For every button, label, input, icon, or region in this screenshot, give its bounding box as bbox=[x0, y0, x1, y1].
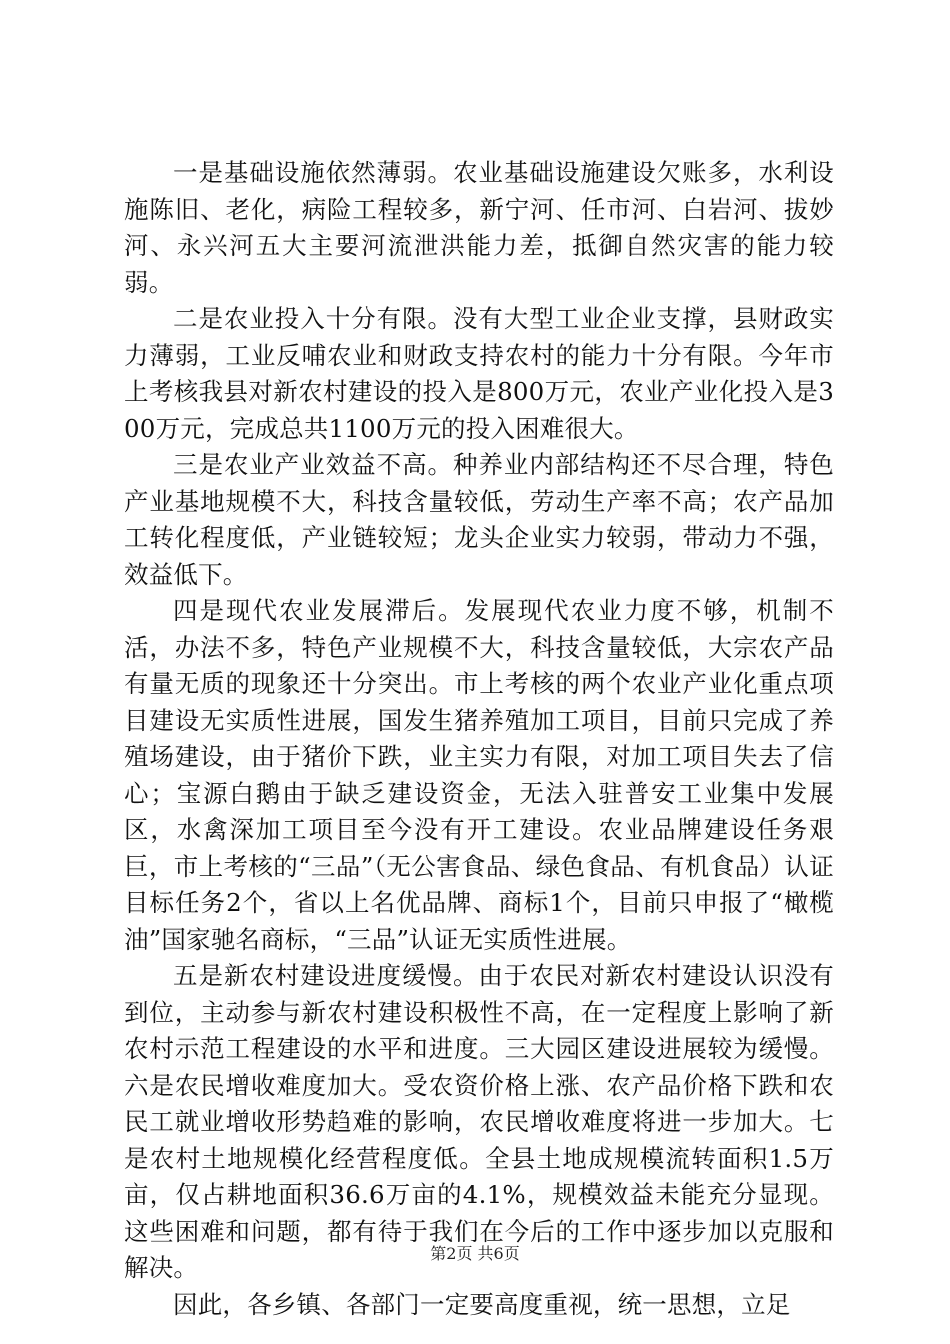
paragraph-modern-agriculture: 四是现代农业发展滞后。发展现代农业力度不够，机制不活，办法不多，特色产业规模不大，科技含量较低，大宗农产品有量无质的现象还十分突出。市上考核的两个农业产业化重点项目建设无实质性进展，国发生猪养殖加工项目，目前只完成了养殖场建设，由于猪价下跌，业主实力有限，对加工项目失去了信心；宝源白鹅由于缺乏建设资金，无法入驻普安工业集中发展区，水禽深加工项目至今没有开工建设。农业品牌建设任务艰巨，市上考核的“三品”（无公害食品、绿色食品、有机食品）认证目标任务2个，省以上名优品牌、商标1个，目前只申报了“橄榄油”国家驰名商标，“三品”认证无实质性进展。 bbox=[124, 596, 834, 954]
paragraph-new-countryside: 五是新农村建设进度缓慢。由于农民对新农村建设认识没有到位，主动参与新农村建设积极性不高，在一定程度上影响了新农村示范工程建设的水平和进度。三大园区建设进展较为缓慢。六是农民增收难度加大。受农资价格上涨、农产品价格下跌和农民工就业增收形势趋难的影响，农民增收难度将进一步加大。七是农村土地规模化经营程度低。全县土地成规模流转面积1.5万亩，仅占耕地面积36.6万亩的4.1%，规模效益未能充分显现。这些困难和问题，都有待于我们在今后的工作中逐步加以克服和解决。 bbox=[124, 961, 834, 1282]
document-body bbox=[124, 155, 834, 1323]
page-number-footer: 第2页 共6页 bbox=[430, 1244, 520, 1263]
paragraph-infrastructure: 一是基础设施依然薄弱。农业基础设施建设欠账多，水利设施陈旧、老化，病险工程较多，新宁河、任市河、白岩河、拔妙河、永兴河五大主要河流泄洪能力差，抵御自然灾害的能力较弱。 bbox=[124, 158, 834, 297]
paragraph-industry-benefit: 三是农业产业效益不高。种养业内部结构还不尽合理，特色产业基地规模不大，科技含量较低，劳动生产率不高；农产品加工转化程度低，产业链较短；龙头企业实力较弱，带动力不强，效益低下。 bbox=[124, 450, 834, 589]
paragraph-conclusion: 因此，各乡镇、各部门一定要高度重视，统一思想，立足 bbox=[173, 1289, 791, 1319]
paragraph-investment: 二是农业投入十分有限。没有大型工业企业支撑，县财政实力薄弱，工业反哺农业和财政支持农村的能力十分有限。今年市上考核我县对新农村建设的投入是800万元，农业产业化投入是300万元，完成总共1100万元的投入困难很大。 bbox=[124, 304, 834, 443]
